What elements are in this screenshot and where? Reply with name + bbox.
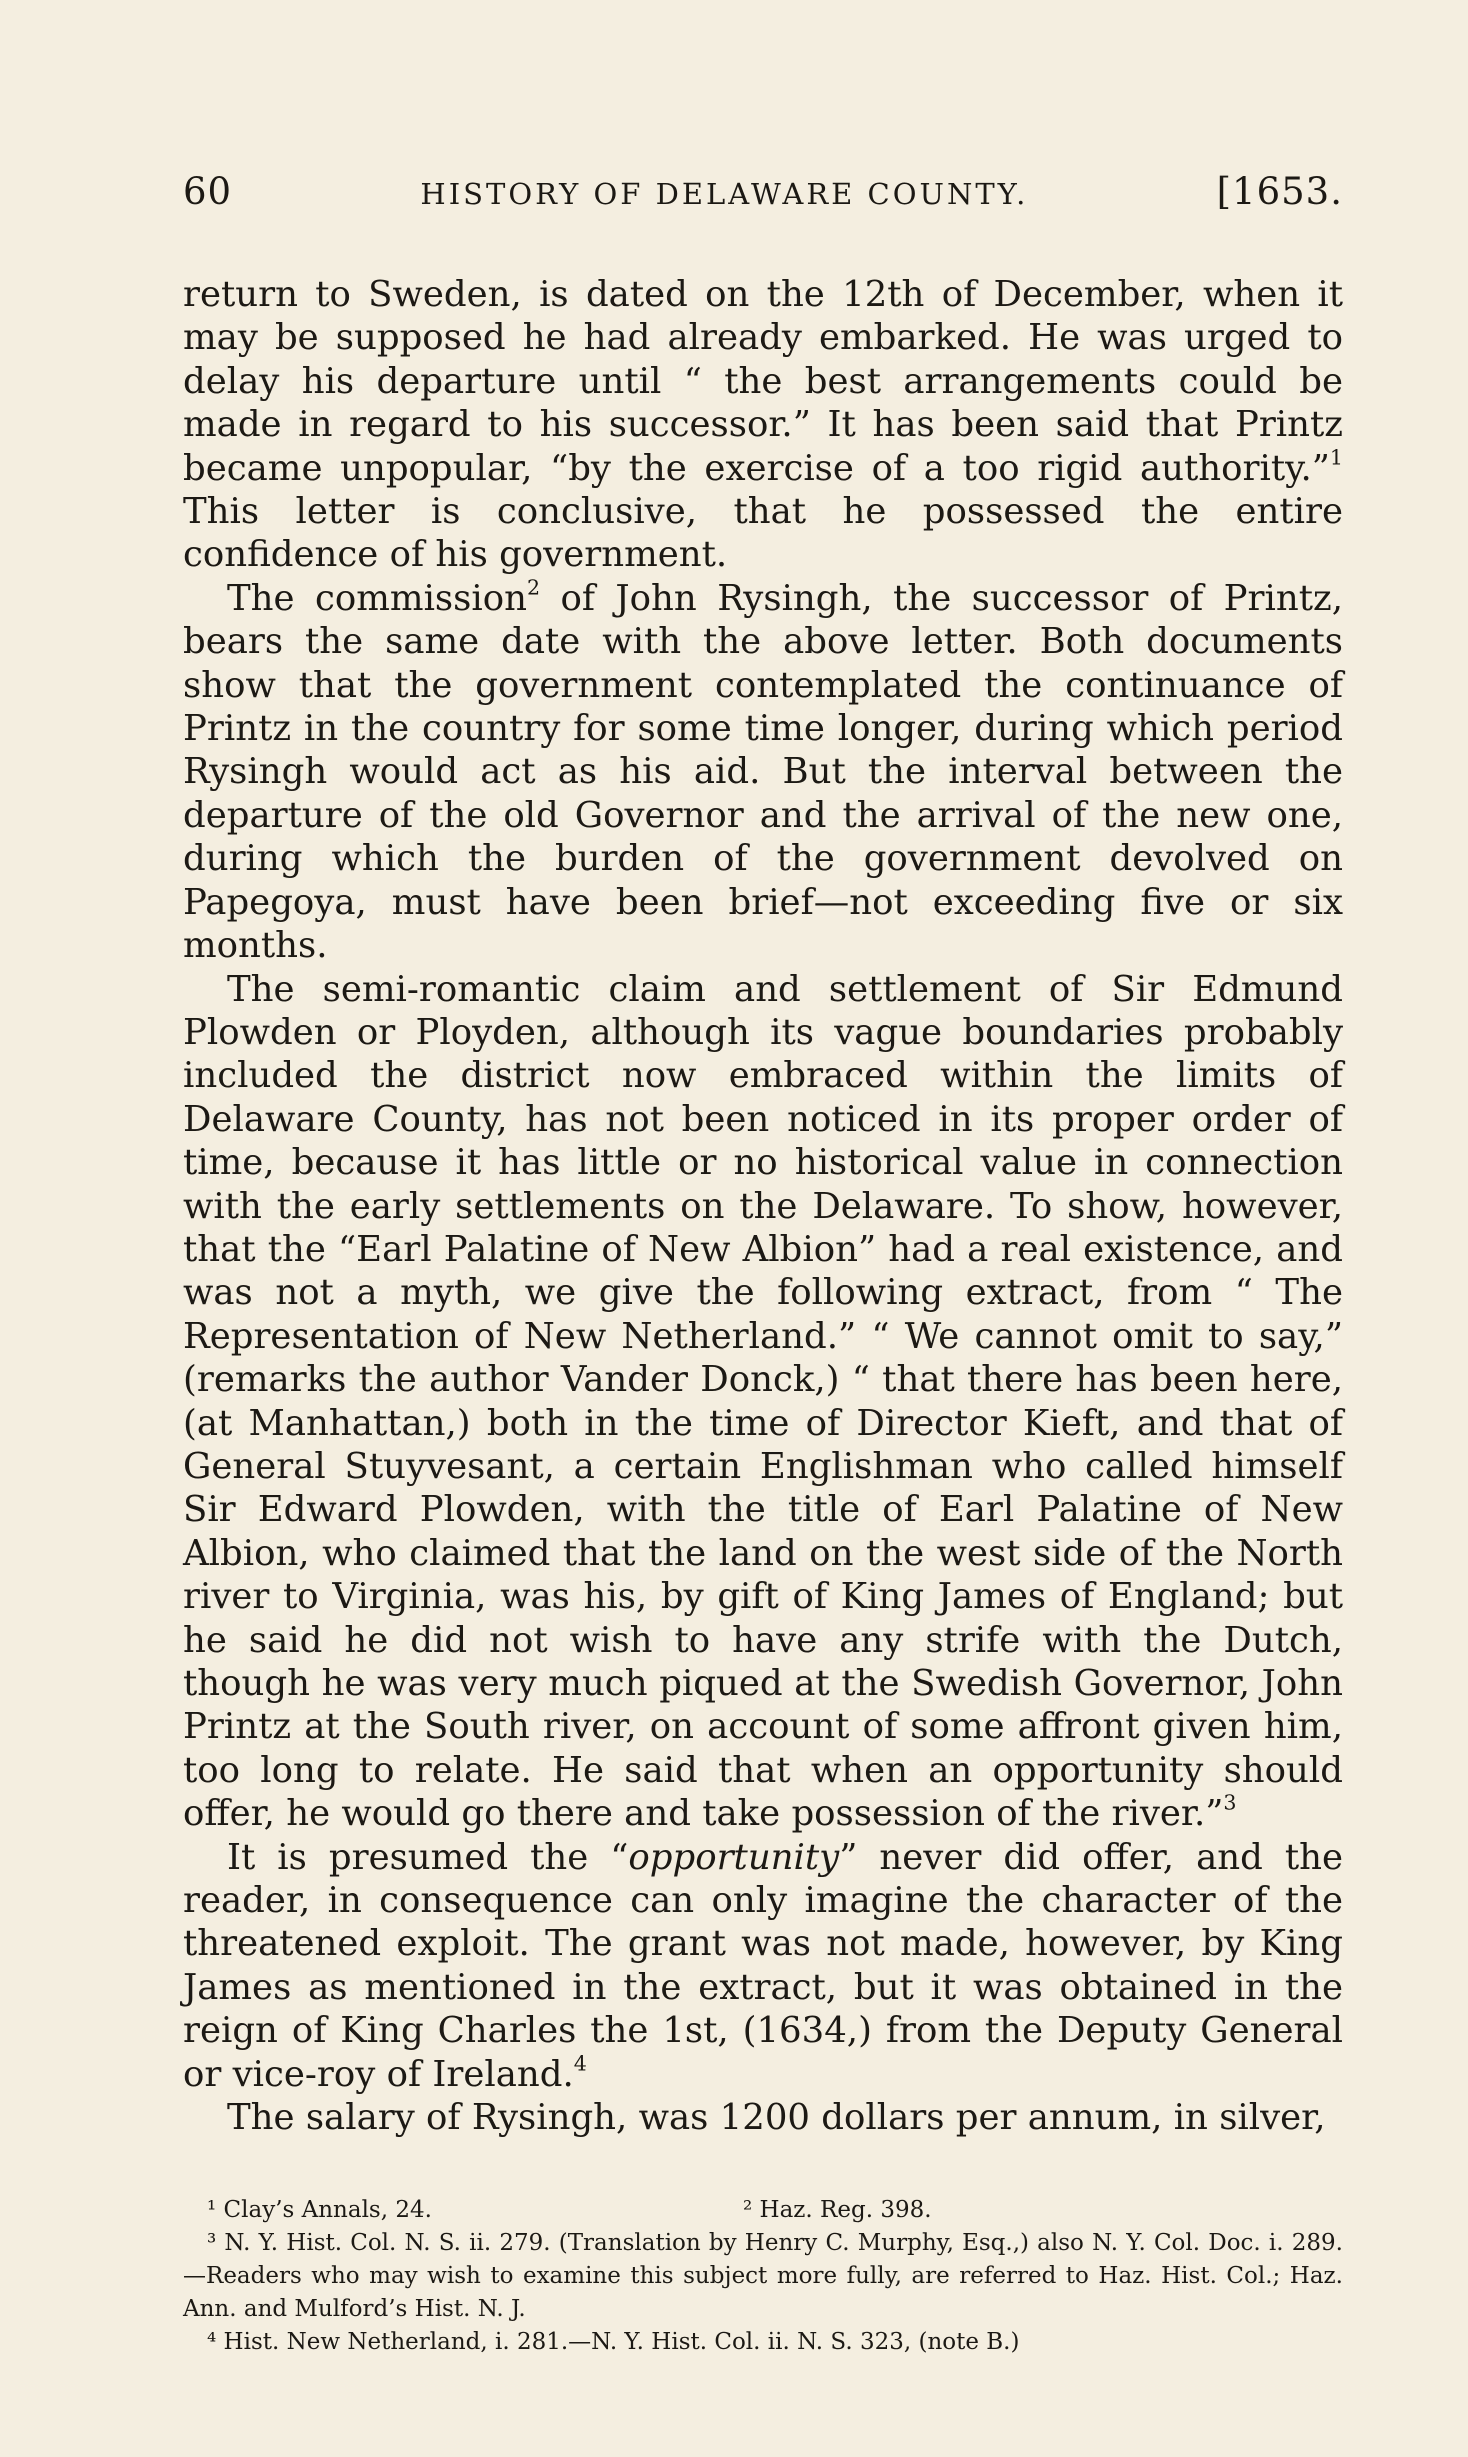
footnote-2: ² Haz. Reg. 398. bbox=[743, 2197, 932, 2224]
footnote-row bbox=[183, 2194, 1343, 2227]
body-paragraph bbox=[183, 1836, 1343, 2096]
header-year: [1653. bbox=[1216, 170, 1343, 213]
footnote-4: ⁴ Hist. New Netherland, i. 281.—N. Y. Hist. Col. ii. N. S. 323, (note B.) bbox=[207, 2329, 1020, 2356]
footnotes bbox=[183, 2194, 1343, 2359]
paragraph-text: return to Sweden, is dated on the 12th of December, when it may be supposed he had already embarked. He was urged to delay his departure until “ the best arrangements could be made in regard to his successor.” It has been said that Printz became unpopular, “by the exercise of a too rigid authority.” bbox=[183, 274, 1343, 489]
emphasized-text: opportunity bbox=[628, 1836, 840, 1878]
paragraph-text: ” never did offer, and the reader, in consequence can only imagine the character of the threatened exploit. The grant was not made, however, by King James as mentioned in the extract, but it was obtained in the reign of King Charles the 1st, (1634,) from the Deputy General or vice-roy of Ireland. bbox=[183, 1836, 1344, 2095]
book-page bbox=[183, 170, 1343, 2359]
paragraph-text: The semi-romantic claim and settlement of Sir Edmund Plowden or Ployden, although its vague boundaries probably included the district now embraced within the limits of Delaware County, has not been noticed in its proper order of time, because it has little or no historical value in connection with the early settlements on the Delaware. To show, however, that the “Earl Palatine of New Albion” had a real existence, and was not a myth, we give the following extract, from “ The Representation of New Netherland.” “ We cannot omit to say,” (remarks the author Vander Donck,) “ that there has been here, (at Manhattan,) both in the time of Director Kieft, and that of General Stuyvesant, a certain Englishman who called himself Sir Edward Plowden, with the title of Earl Palatine of New Albion, who claimed that the land on the west side of the North river to Virginia, was his, by gift of King James of England; but he said he did not wish to have any strife with the Dutch, though he was very much piqued at the Swedish Governor, John Printz at the South river, on account of some affront given him, too long to relate. He said that when an opportunity should offer, he would go there and take possession of the river.” bbox=[183, 968, 1343, 1835]
paragraph-text: It is presumed the “ bbox=[227, 1836, 629, 1878]
body-paragraph bbox=[183, 968, 1343, 1836]
paragraph-text: of John Rysingh, the successor of Printz, bears the same date with the above letter. Both documents show that the government contemplated the continuance of Printz in the country for some time longer, during which period Rysingh would act as his aid. But the interval between the departure of the old Governor and the arrival of the new one, during which the burden of the government devolved on Papegoya, must have been brief—not exceeding five or six months. bbox=[183, 577, 1343, 967]
footnote-marker: 4 bbox=[573, 2051, 587, 2076]
paragraph-text: The commission bbox=[227, 577, 527, 619]
paragraph-text: The salary of Rysingh, was 1200 dollars per annum, in silver, bbox=[227, 2097, 1326, 2139]
footnote-3: ³ N. Y. Hist. Col. N. S. ii. 279. (Translation by Henry C. Murphy, Esq.,) also N. Y. Col. Doc. i. 289.—Readers who may wish to examine this subject more fully, are referred to Haz. Hist. Col.; Haz. Ann. and Mulford’s Hist. N. J. bbox=[183, 2230, 1343, 2323]
running-header bbox=[183, 170, 1343, 213]
footnote-marker: 3 bbox=[1223, 1790, 1237, 1815]
page-number: 60 bbox=[183, 170, 233, 213]
body-text bbox=[183, 273, 1343, 2139]
running-title: HISTORY OF DELAWARE COUNTY. bbox=[420, 177, 1029, 211]
paragraph-text: This letter is conclusive, that he possessed the entire confidence of his government. bbox=[183, 491, 1343, 576]
footnote-marker: 1 bbox=[1329, 445, 1343, 470]
footnote-1: ¹ Clay’s Annals, 24. bbox=[207, 2197, 432, 2224]
footnote-marker: 2 bbox=[526, 575, 541, 600]
body-paragraph bbox=[183, 273, 1343, 577]
body-paragraph bbox=[183, 2096, 1343, 2139]
body-paragraph bbox=[183, 577, 1343, 968]
